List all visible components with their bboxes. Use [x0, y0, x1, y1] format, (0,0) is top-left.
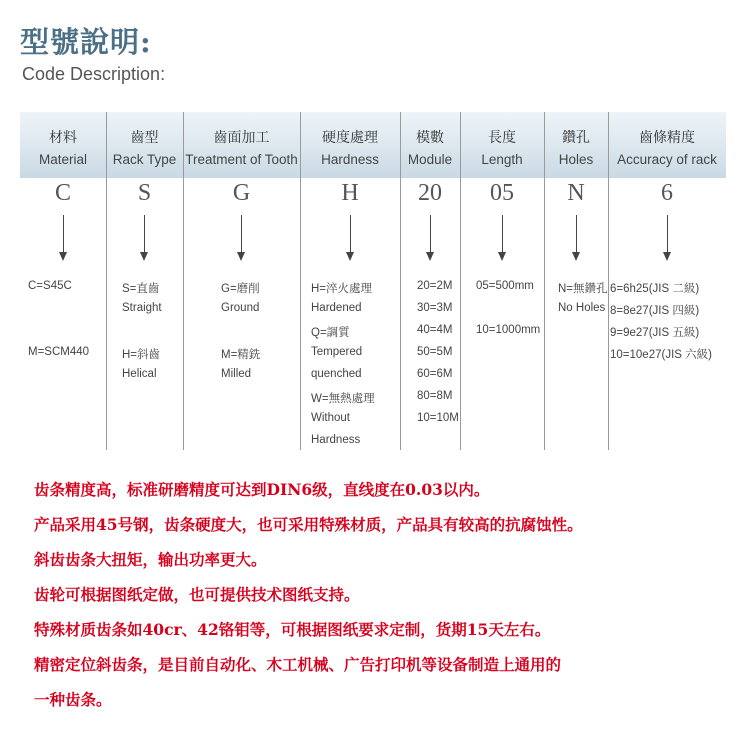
column-accuracy	[608, 112, 726, 450]
note-line: 斜齿齿条大扭矩，输出功率更大。	[34, 550, 267, 569]
header-en: Material	[38, 152, 87, 167]
code-description-table	[20, 112, 726, 450]
header-en: Length	[481, 152, 523, 167]
header-en: Accuracy of rack	[617, 152, 717, 167]
note-line: 齿条精度高，标准研磨精度可达到DIN6级，直线度在0.03以内。	[34, 480, 490, 499]
option: 05=500mm	[476, 280, 534, 292]
code-letter: S	[137, 180, 152, 206]
header-en: Holes	[558, 152, 594, 167]
code-letter: C	[54, 180, 71, 206]
code-letter: 05	[490, 180, 514, 206]
option: 10=1000mm	[476, 324, 541, 336]
header-en: Treatment of Tooth	[185, 152, 298, 167]
header-en: Module	[407, 152, 453, 167]
option: Helical	[122, 368, 157, 380]
option: Tempered	[311, 346, 363, 358]
column-treatment	[183, 112, 300, 450]
option: 8=8e27(JIS 四級)	[610, 305, 700, 317]
option: 40=4M	[417, 324, 453, 336]
header-zh: 材料	[49, 130, 77, 146]
option: W=無熱處理	[311, 393, 375, 405]
title-chinese: 型號說明:	[20, 25, 152, 59]
header-zh: 長度	[488, 130, 516, 146]
down-arrow-icon	[241, 215, 242, 259]
down-arrow-icon	[576, 215, 577, 259]
header-zh: 模數	[416, 130, 444, 146]
down-arrow-icon	[667, 215, 668, 259]
down-arrow-icon	[502, 215, 503, 259]
option: S=直齒	[122, 283, 160, 295]
option: H=斜齒	[122, 349, 161, 361]
header-zh: 齒型	[130, 130, 159, 146]
option: Ground	[221, 302, 260, 314]
code-letter: 20	[418, 180, 442, 206]
option: 50=5M	[417, 346, 453, 358]
header-en: Rack Type	[112, 152, 177, 167]
down-arrow-icon	[350, 215, 351, 259]
option: 10=10e27(JIS 六級)	[610, 349, 712, 361]
option: Hardened	[311, 302, 362, 314]
note-line: 精密定位斜齿条，是目前自动化、木工机械、广告打印机等设备制造上通用的	[34, 655, 562, 674]
option: 6=6h25(JIS 二級)	[610, 283, 700, 295]
code-letter: N	[567, 180, 585, 206]
header-zh: 齒面加工	[213, 130, 270, 146]
header-zh: 鑽孔	[562, 130, 590, 146]
option: Straight	[122, 302, 162, 314]
note-line: 产品采用45号钢，齿条硬度大，也可采用特殊材质，产品具有较高的抗腐蚀性。	[34, 515, 583, 534]
code-letter: G	[232, 180, 251, 206]
header-zh: 硬度處理	[322, 130, 378, 146]
option: 80=8M	[417, 390, 453, 402]
option: Milled	[221, 368, 252, 380]
code-letter: H	[341, 180, 359, 206]
option: Without	[311, 412, 350, 424]
code-letter: 6	[661, 180, 673, 206]
option: Q=調質	[311, 327, 350, 339]
down-arrow-icon	[430, 215, 431, 259]
option: 30=3M	[417, 302, 453, 314]
header-en: Hardness	[321, 152, 379, 167]
option: Hardness	[311, 434, 361, 446]
option: M=精銑	[221, 349, 261, 361]
note-line: 齿轮可根据图纸定做，也可提供技术图纸支持。	[34, 585, 360, 604]
option: 10=10M	[417, 412, 459, 424]
note-line: 一种齿条。	[34, 690, 112, 709]
column-length	[460, 112, 544, 450]
header-zh: 齒條精度	[639, 130, 695, 146]
option: quenched	[311, 368, 362, 380]
option: G=磨削	[221, 283, 260, 295]
option: 20=2M	[417, 280, 453, 292]
option: 60=6M	[417, 368, 453, 380]
option: C=S45C	[28, 280, 72, 292]
column-material	[20, 112, 106, 450]
option: H=淬火處理	[311, 283, 373, 295]
note-line: 特殊材质齿条如40cr、42铬钼等，可根据图纸要求定制，货期15天左右。	[34, 620, 551, 639]
option: No Holes	[558, 302, 606, 314]
option: M=SCM440	[28, 346, 90, 358]
option: 9=9e27(JIS 五級)	[610, 327, 700, 339]
title-english: Code Description:	[22, 64, 166, 84]
column-module	[400, 112, 460, 450]
down-arrow-icon	[63, 215, 64, 259]
column-holes	[544, 112, 608, 450]
column-hardness	[300, 112, 400, 450]
option: N=無鑽孔	[558, 283, 608, 295]
down-arrow-icon	[144, 215, 145, 259]
column-rack-type	[106, 112, 183, 450]
